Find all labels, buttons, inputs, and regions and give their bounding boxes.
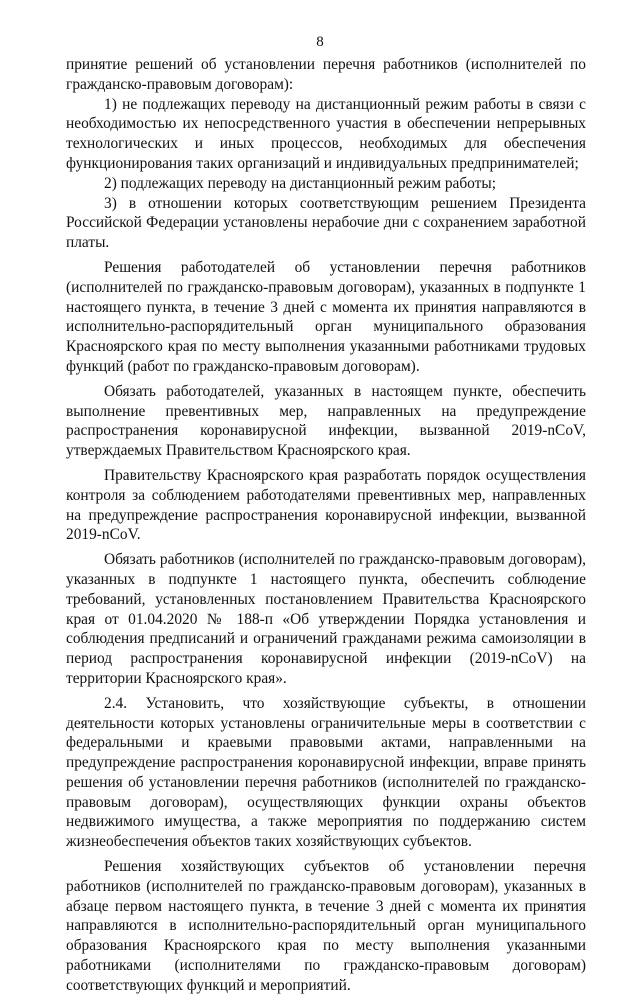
paragraph: Решения хозяйствующих субъектов об установлении перечня работников (исполнителей по гражданско-правовым договорам), указанных в абзаце первом настоящего пункта, в течение 3 дней с момента их принятия направляются в исполнительно-распорядительный орган муниципального образования Красноярского края по месту выполнения указанными работниками (исполнителями по гражданско-правовым договорам) соответствующих функций и мероприятий. [66,858,586,994]
paragraph: Правительству Красноярского края разработать порядок осуществления контроля за соблюдением работодателями превентивных мер, направленных на предупреждение распространения коронавирусной инфекции, вызванной 2019-nCoV. [66,466,586,544]
page-number: 8 [316,34,324,50]
paragraph: Решения работодателей об установлении перечня работников (исполнителей по гражданско-правовым договорам), указанных в подпункте 1 настоящего пункта, в течение 3 дней с момента их принятия направляются в исполнительно-распорядительный орган муниципального образования Красноярского края по месту выполнения указанными работниками трудовых функций (работ по гражданско-правовым договорам). [66,258,586,375]
document-body [66,55,586,996]
list-item-3: 3) в отношении которых соответствующим решением Президента Российской Федерации установлены нерабочие дни с сохранением заработной платы. [66,194,586,252]
paragraph: Обязать работодателей, указанных в настоящем пункте, обеспечить выполнение превентивных мер, направленных на предупреждение распространения коронавирусной инфекции, вызванной 2019-nCoV, утверждаемых Правительством Красноярского края. [66,382,586,460]
paragraph: принятие решений об установлении перечня работников (исполнителей по гражданско-правовым договорам): [66,56,586,93]
section-paragraph-2-4: 2.4. Установить, что хозяйствующие субъекты, в отношении деятельности которых установлены ограничительные меры в соответствии с федеральными и краевыми правовыми актами, направленными на предупреждение распространения коронавирусной инфекции, вправе принять решения об установлении перечня работников (исполнителей по гражданско-правовым договорам), осуществляющих функции охраны объектов недвижимого имущества, а также мероприятия по поддержанию систем жизнеобеспечения объектов таких хозяйствующих субъектов. [66,694,586,851]
list-item-2: 2) подлежащих переводу на дистанционный режим работы; [104,174,497,192]
paragraph: Обязать работников (исполнителей по гражданско-правовым договорам), указанных в подпункте 1 настоящего пункта, обеспечить соблюдение требований, установленных постановлением Правительства Красноярского края от 01.04.2020 № 188-п «Об утверждении Порядка установления и соблюдения предписаний и ограничений гражданами режима самоизоляции в период распространения коронавирусной инфекции (2019-nCoV) на территории Красноярского края». [66,551,586,687]
list-item-1: 1) не подлежащих переводу на дистанционный режим работы в связи с необходимостью их непосредственного участия в обеспечении непрерывных технологических и иных процессов, необходимых для обеспечения функционирования таких организаций и индивидуальных предпринимателей; [66,95,586,172]
